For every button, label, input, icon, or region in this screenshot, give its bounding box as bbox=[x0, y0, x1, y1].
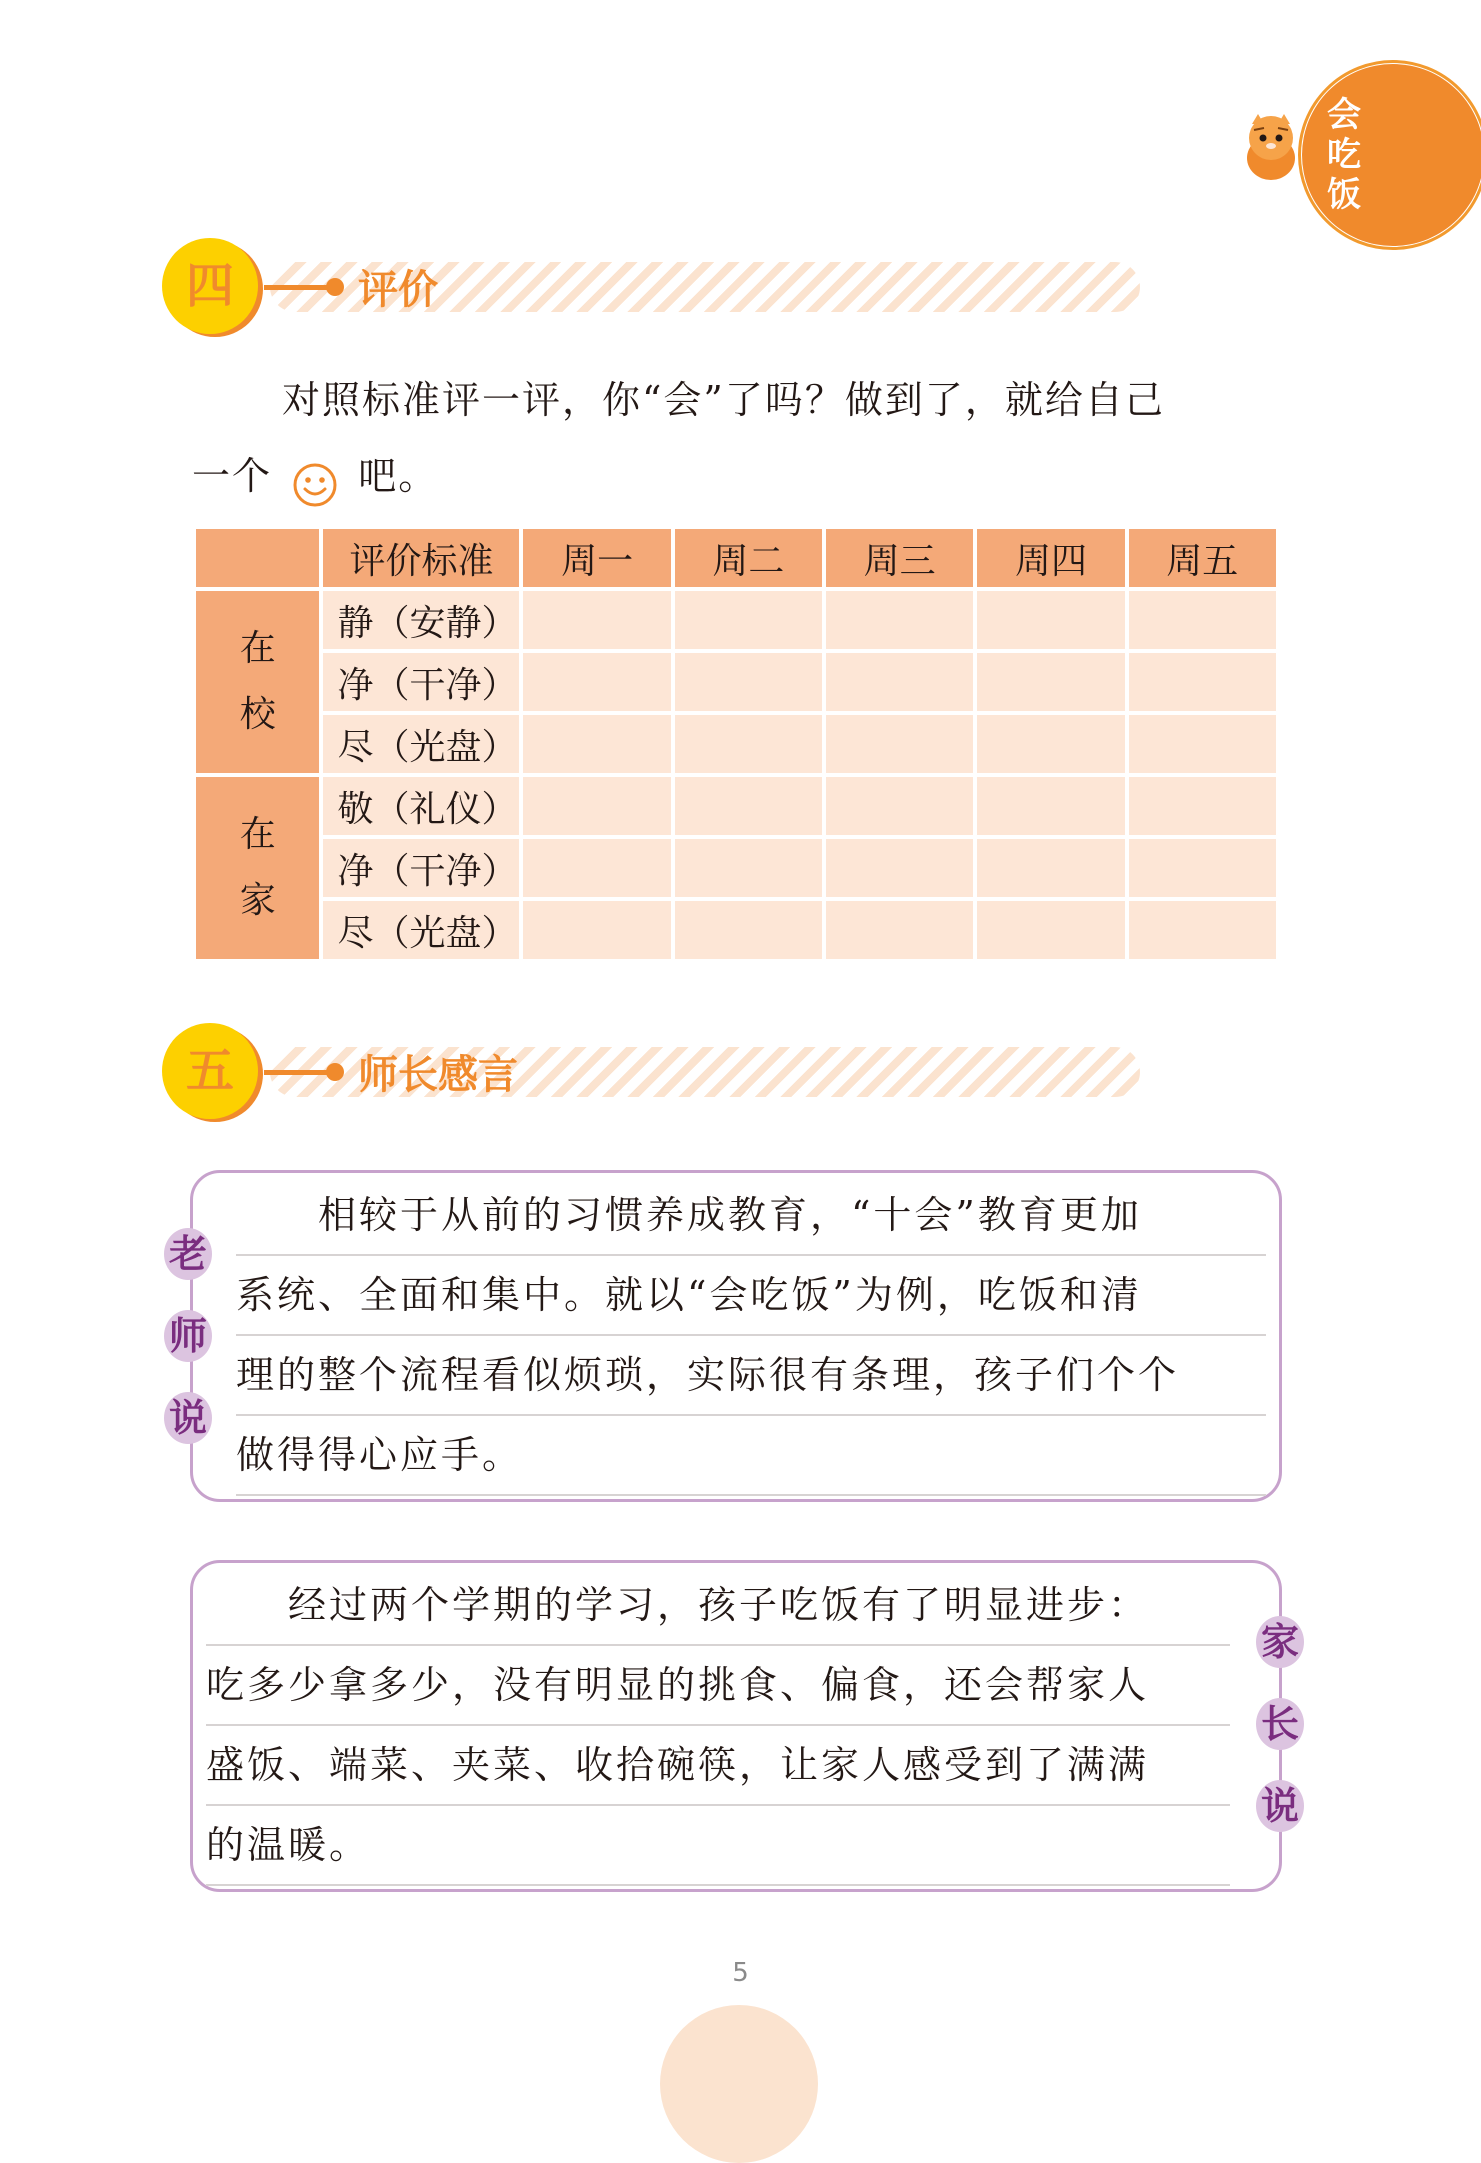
rating-cell[interactable] bbox=[975, 713, 1126, 775]
mascot-icon bbox=[1236, 112, 1306, 182]
parent-line: 吃多少拿多少，没有明显的挑食、偏食，还会帮家人 bbox=[206, 1646, 1230, 1726]
rating-cell[interactable] bbox=[521, 589, 672, 651]
table-row bbox=[194, 899, 1278, 961]
rating-cell[interactable] bbox=[975, 775, 1126, 837]
section5-number: 五 bbox=[162, 1023, 258, 1119]
rating-cell[interactable] bbox=[1127, 651, 1278, 713]
rating-cell[interactable] bbox=[673, 899, 824, 961]
section5-dot bbox=[326, 1063, 344, 1081]
bottom-decoration bbox=[660, 2005, 818, 2163]
rating-cell[interactable] bbox=[521, 899, 672, 961]
criterion-cell: 净（干净） bbox=[321, 651, 521, 713]
rating-cell[interactable] bbox=[975, 837, 1126, 899]
section4-connector bbox=[264, 285, 334, 290]
table-row bbox=[194, 651, 1278, 713]
intro-text bbox=[192, 362, 1292, 514]
header-friday: 周五 bbox=[1127, 527, 1278, 589]
criterion-cell: 静（安静） bbox=[321, 589, 521, 651]
table-header-row bbox=[194, 527, 1278, 589]
teacher-comment-text bbox=[236, 1176, 1266, 1496]
header-wednesday: 周三 bbox=[824, 527, 975, 589]
section5-connector bbox=[264, 1070, 334, 1075]
header-monday: 周一 bbox=[521, 527, 672, 589]
rating-cell[interactable] bbox=[673, 837, 824, 899]
rating-cell[interactable] bbox=[1127, 899, 1278, 961]
teacher-line: 相较于从前的习惯养成教育，“十会”教育更加 bbox=[236, 1176, 1266, 1256]
rating-cell[interactable] bbox=[673, 713, 824, 775]
table-corner-cell bbox=[194, 527, 321, 589]
criterion-cell: 尽（光盘） bbox=[321, 899, 521, 961]
parent-comment-text bbox=[206, 1566, 1230, 1886]
section4-dot bbox=[326, 278, 344, 296]
section5-title: 师长感言 bbox=[358, 1052, 518, 1098]
rating-cell[interactable] bbox=[521, 837, 672, 899]
rating-cell[interactable] bbox=[521, 775, 672, 837]
rating-cell[interactable] bbox=[1127, 713, 1278, 775]
rating-cell[interactable] bbox=[824, 837, 975, 899]
rating-cell[interactable] bbox=[673, 589, 824, 651]
parent-line: 的温暖。 bbox=[206, 1806, 1230, 1886]
table-row bbox=[194, 775, 1278, 837]
criterion-cell: 净（干净） bbox=[321, 837, 521, 899]
page-number: 5 bbox=[732, 1958, 749, 1988]
section4-number: 四 bbox=[162, 238, 258, 334]
section4-title: 评价 bbox=[358, 267, 438, 313]
parent-line: 盛饭、端菜、夹菜、收拾碗筷，让家人感受到了满满 bbox=[206, 1726, 1230, 1806]
rating-cell[interactable] bbox=[975, 589, 1126, 651]
rating-cell[interactable] bbox=[521, 713, 672, 775]
rating-cell[interactable] bbox=[521, 651, 672, 713]
chapter-badge-text: 会 吃 饭 bbox=[1327, 95, 1361, 215]
parent-line: 经过两个学期的学习，孩子吃饭有了明显进步： bbox=[206, 1566, 1230, 1646]
teacher-line: 理的整个流程看似烦琐，实际很有条理，孩子们个个 bbox=[236, 1336, 1266, 1416]
teacher-line: 做得得心应手。 bbox=[236, 1416, 1266, 1496]
group-at-school: 在 校 bbox=[194, 589, 321, 775]
table-row bbox=[194, 837, 1278, 899]
header-thursday: 周四 bbox=[975, 527, 1126, 589]
rating-cell[interactable] bbox=[824, 651, 975, 713]
rating-cell[interactable] bbox=[975, 651, 1126, 713]
evaluation-table bbox=[192, 525, 1280, 963]
intro-line-1: 对照标准评一评，你“会”了吗？做到了，就给自己 bbox=[282, 378, 1165, 422]
intro-line-2: 一个 吧。 bbox=[192, 438, 1292, 514]
rating-cell[interactable] bbox=[824, 775, 975, 837]
table-row bbox=[194, 589, 1278, 651]
table-row bbox=[194, 713, 1278, 775]
teacher-tag: 老 师 说 bbox=[164, 1228, 212, 1474]
rating-cell[interactable] bbox=[1127, 837, 1278, 899]
rating-cell[interactable] bbox=[824, 589, 975, 651]
rating-cell[interactable] bbox=[824, 713, 975, 775]
header-criteria: 评价标准 bbox=[321, 527, 521, 589]
rating-cell[interactable] bbox=[1127, 589, 1278, 651]
smiley-icon bbox=[292, 457, 338, 503]
rating-cell[interactable] bbox=[673, 651, 824, 713]
parent-tag: 家 长 说 bbox=[1256, 1616, 1304, 1862]
group-at-home: 在 家 bbox=[194, 775, 321, 961]
header-tuesday: 周二 bbox=[673, 527, 824, 589]
criterion-cell: 敬（礼仪） bbox=[321, 775, 521, 837]
rating-cell[interactable] bbox=[824, 899, 975, 961]
teacher-line: 系统、全面和集中。就以“会吃饭”为例，吃饭和清 bbox=[236, 1256, 1266, 1336]
rating-cell[interactable] bbox=[975, 899, 1126, 961]
criterion-cell: 尽（光盘） bbox=[321, 713, 521, 775]
rating-cell[interactable] bbox=[673, 775, 824, 837]
rating-cell[interactable] bbox=[1127, 775, 1278, 837]
